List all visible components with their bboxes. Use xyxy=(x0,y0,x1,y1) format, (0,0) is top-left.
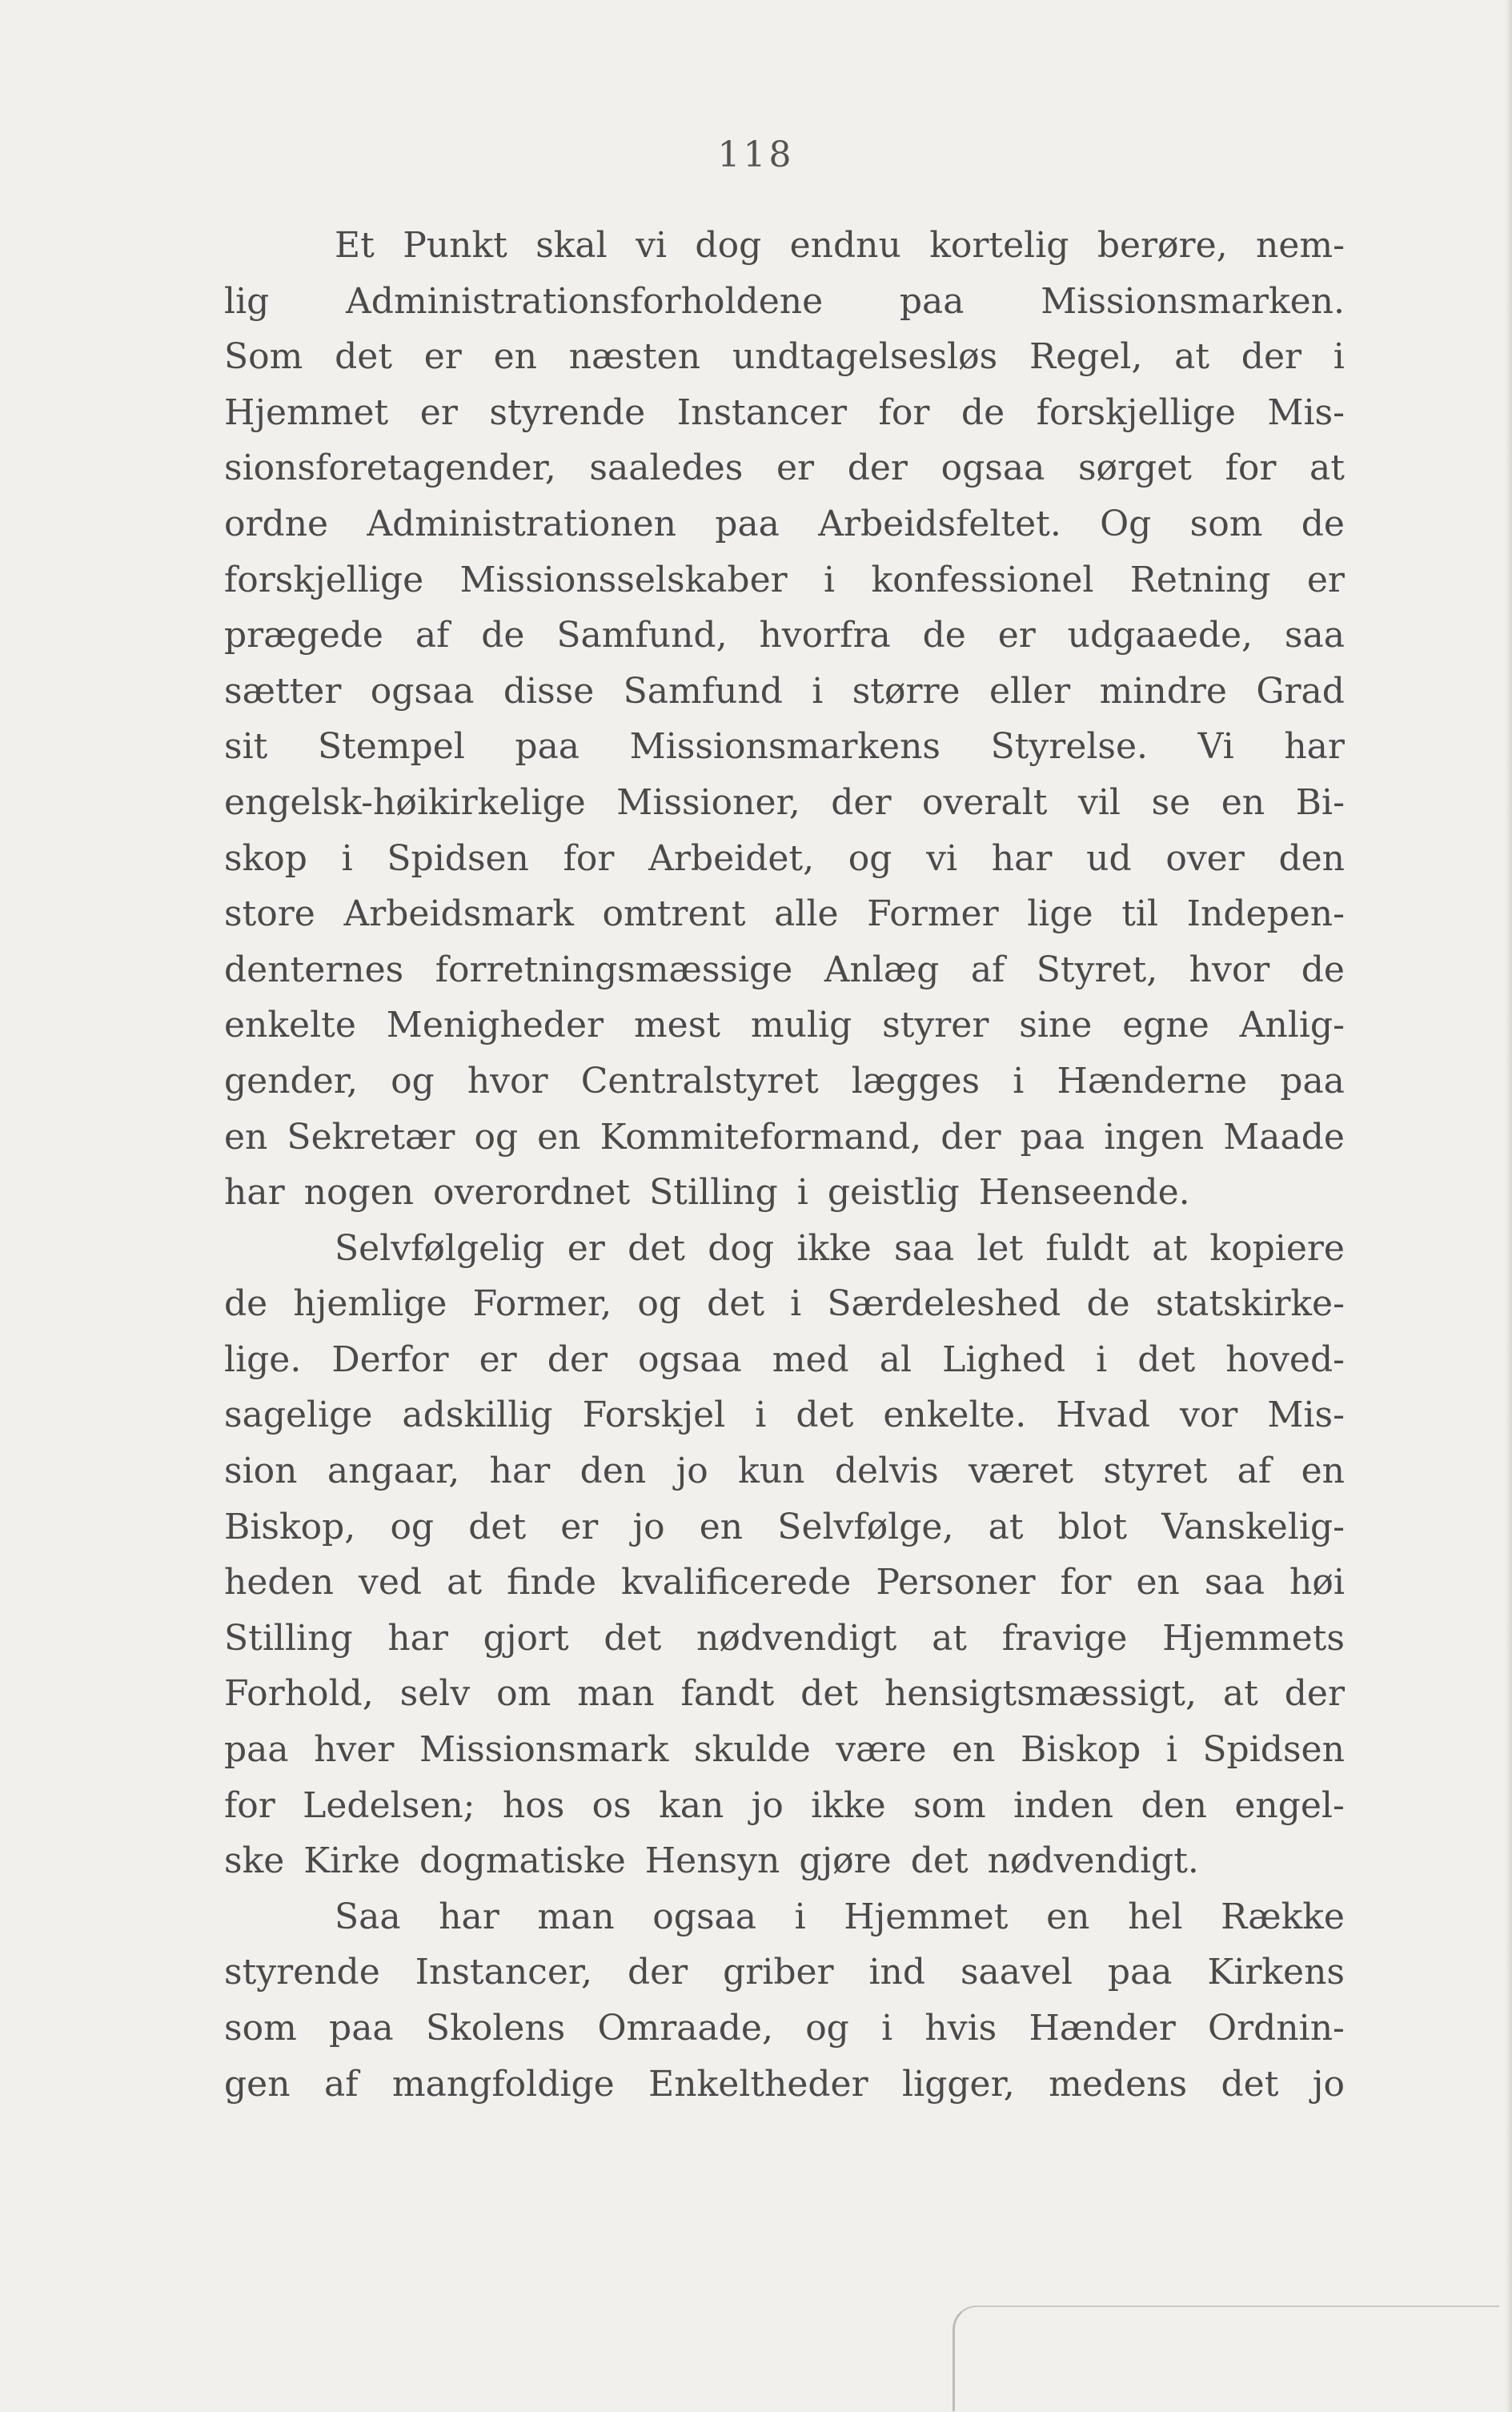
text-line: ordne Administrationen paa Arbeidsfeltet. Og som de xyxy=(224,503,1345,544)
text-line: Forhold, selv om man fandt det hensigtsmæssigt, at der xyxy=(224,1673,1345,1715)
text-line: engelsk-høikirkelige Missioner, der overalt vil se en Bi- xyxy=(224,781,1345,823)
text-line: sion angaar, har den jo kun delvis været styret af en xyxy=(224,1451,1345,1492)
text-line: Et Punkt skal vi dog endnu kortelig berøre, nem- xyxy=(335,225,1345,266)
text-line: ske Kirke dogmatiske Hensyn gjøre det nødvendigt. xyxy=(224,1840,1199,1882)
text-line: styrende Instancer, der griber ind saavel paa Kirkens xyxy=(224,1952,1345,1993)
text-line: sætter ogsaa disse Samfund i større eller mindre Grad xyxy=(224,670,1345,712)
text-line: sit Stempel paa Missionsmarkens Styrelse. Vi har xyxy=(224,726,1345,768)
text-line: gen af mangfoldige Enkeltheder ligger, medens det jo xyxy=(224,2063,1345,2105)
text-line: skop i Spidsen for Arbeidet, og vi har ud over den xyxy=(224,837,1345,879)
text-line: Stilling har gjort det nødvendigt at fravige Hjemmets xyxy=(224,1617,1345,1659)
text-line: forskjellige Missionsselskaber i konfessionel Retning er xyxy=(224,559,1345,600)
text-line: prægede af de Samfund, hvorfra de er udgaaede, saa xyxy=(224,615,1345,656)
text-line: en Sekretær og en Kommiteformand, der paa ingen Maade xyxy=(224,1116,1345,1158)
page-edge xyxy=(1506,0,1512,2412)
text-line: som paa Skolens Omraade, og i hvis Hænder Ordnin- xyxy=(224,2008,1345,2049)
text-line: lig Administrationsforholdene paa Missionsmarken. xyxy=(224,280,1345,322)
text-line: for Ledelsen; hos os kan jo ikke som inden den engel- xyxy=(224,1784,1345,1826)
text-line: store Arbeidsmark omtrent alle Former lige til Indepen- xyxy=(224,893,1345,935)
text-line: Selvfølgelig er det dog ikke saa let fuldt at kopiere xyxy=(335,1227,1345,1269)
text-line: gender, og hvor Centralstyret lægges i Hænderne paa xyxy=(224,1060,1345,1102)
body-text xyxy=(224,218,1345,2112)
text-line: sionsforetagender, saaledes er der ogsaa sørget for at xyxy=(224,447,1345,489)
text-line: denternes forretningsmæssige Anlæg af Styret, hvor de xyxy=(224,949,1345,990)
page-number: 118 xyxy=(717,134,795,175)
text-line: Saa har man ogsaa i Hjemmet en hel Række xyxy=(335,1896,1345,1937)
text-line: de hjemlige Former, og det i Særdeleshed de statskirke- xyxy=(224,1283,1345,1325)
text-line: paa hver Missionsmark skulde være en Biskop i Spidsen xyxy=(224,1729,1345,1771)
text-line: heden ved at finde kvalificerede Personer for en saa høi xyxy=(224,1562,1345,1603)
text-line: enkelte Menigheder mest mulig styrer sine egne Anlig- xyxy=(224,1005,1345,1046)
text-line: sagelige adskillig Forskjel i det enkelte. Hvad vor Mis- xyxy=(224,1395,1345,1436)
text-line: Som det er en næsten undtagelsesløs Regel, at der i xyxy=(224,336,1345,378)
text-line: Biskop, og det er jo en Selvfølge, at blot Vanskelig- xyxy=(224,1506,1345,1547)
scan-corner-mark xyxy=(953,2306,1499,2411)
text-line: Hjemmet er styrende Instancer for de forskjellige Mis- xyxy=(224,391,1345,433)
text-line: har nogen overordnet Stilling i geistlig Henseende. xyxy=(224,1172,1190,1214)
text-line: lige. Derfor er der ogsaa med al Lighed i det hoved- xyxy=(224,1338,1345,1380)
